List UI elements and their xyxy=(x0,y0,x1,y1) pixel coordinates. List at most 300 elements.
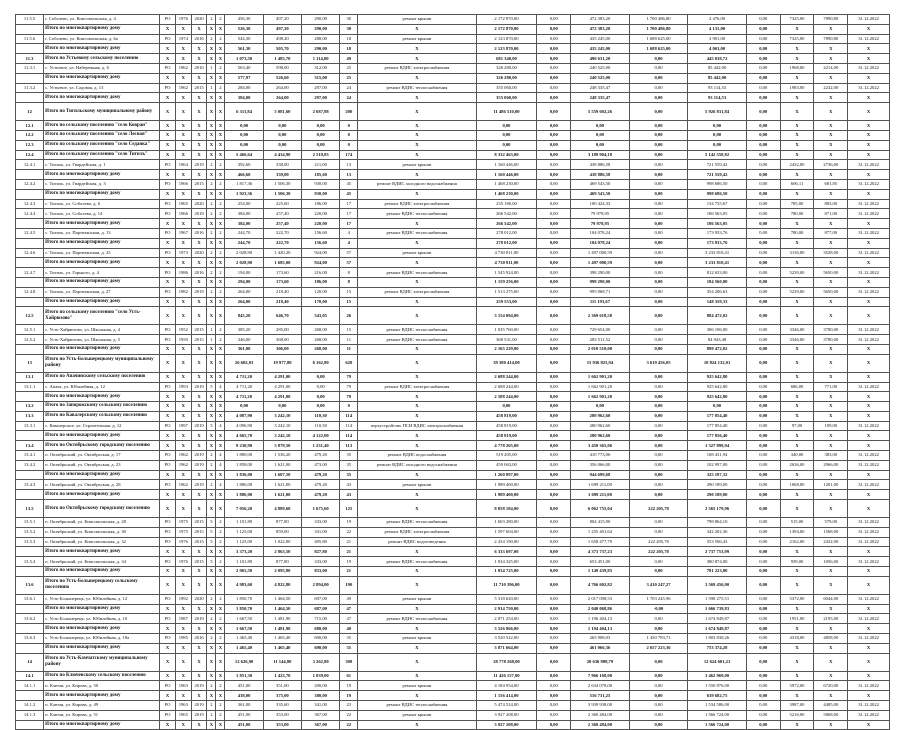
work-type-cell: ремонт крыши xyxy=(358,248,476,258)
work-type-cell: ремонт ВДИС теплоснабжения xyxy=(358,557,476,567)
other-funds-cell: 0,00 xyxy=(746,150,780,160)
limit-cost-cell: X xyxy=(814,54,848,64)
owner-funds-cell: 0,00 xyxy=(688,121,747,131)
municipal-funds-cell: 0,00 xyxy=(629,170,688,180)
nonresidential-area-cell: 290,00 xyxy=(302,15,340,25)
total-area-cell: 264,00 xyxy=(225,287,263,297)
floors-cell: 2 xyxy=(207,451,216,461)
year-built-cell: 1963 xyxy=(175,701,191,711)
total-cost-cell: 2 688 244,00 xyxy=(476,372,537,382)
entrances-cell: X xyxy=(216,547,225,557)
residents-cell: 79 xyxy=(340,372,358,382)
entrances-cell: 4 xyxy=(216,382,225,392)
total-cost-cell: 3 871 664,00 xyxy=(476,643,537,653)
total-cost-cell: 1 159 256,00 xyxy=(476,277,537,287)
wall-material-cell: X xyxy=(160,576,176,594)
federal-funds-cell: 0,00 xyxy=(537,594,571,604)
federal-funds-cell: 0,00 xyxy=(537,258,571,268)
limit-cost-cell: 5650,00 xyxy=(814,268,848,278)
owner-funds-cell: 184 560,00 xyxy=(688,277,747,287)
floors-cell: X xyxy=(207,392,216,402)
residential-area-cell: 218,40 xyxy=(263,297,301,307)
municipal-funds-cell: 0,00 xyxy=(629,470,688,480)
residential-area-cell: 375,00 xyxy=(263,691,301,701)
deadline-cell: X xyxy=(848,431,890,441)
owner-funds-cell: 5 926 831,84 xyxy=(688,103,747,121)
year-built-cell: 1966 xyxy=(175,209,191,219)
limit-cost-cell: 2232,00 xyxy=(814,83,848,93)
work-type-cell: X xyxy=(358,691,476,701)
year-built-cell: X xyxy=(175,624,191,634)
entrances-cell: X xyxy=(216,24,225,34)
deadline-cell: X xyxy=(848,54,890,64)
limit-cost-cell: 7890,80 xyxy=(814,34,848,44)
floors-cell: 2 xyxy=(207,228,216,238)
residential-area-cell: 353,00 xyxy=(263,720,301,730)
regional-funds-cell: 1 699 211,00 xyxy=(571,480,630,490)
wall-material-cell: X xyxy=(160,653,176,671)
municipal-funds-cell: 2 657 223,36 xyxy=(629,643,688,653)
address-cell: Итого по Тигильскому муниципальному району xyxy=(44,103,160,121)
year-built-cell: X xyxy=(175,720,191,730)
wall-material-cell: X xyxy=(160,73,176,83)
owner-funds-cell: 290 189,00 xyxy=(688,480,747,490)
residents-cell: 17 xyxy=(340,199,358,209)
address-cell: Итого по многоквартирному дому xyxy=(44,490,160,500)
nonresidential-area-cell: 827,80 xyxy=(302,547,340,557)
house-row xyxy=(16,451,890,461)
residential-area-cell: 1 621,00 xyxy=(263,480,301,490)
address-cell: Итого по многоквартирному дому xyxy=(44,604,160,614)
year-last-repair-cell: 2020 xyxy=(191,248,207,258)
row-number-cell: 13.4 xyxy=(16,441,44,451)
nonresidential-area-cell: 216,00 xyxy=(302,268,340,278)
year-last-repair-cell: 2015 xyxy=(191,527,207,537)
nonresidential-area-cell: 0,00 xyxy=(302,130,340,140)
residents-cell: 18 xyxy=(340,44,358,54)
other-funds-cell: 0,00 xyxy=(746,54,780,64)
total-cost-cell: 266 542,00 xyxy=(476,209,537,219)
total-cost-cell: 4 730 811,00 xyxy=(476,258,537,268)
entrances-cell: X xyxy=(216,567,225,577)
year-last-repair-cell: 2019 xyxy=(191,480,207,490)
limit-cost-cell: X xyxy=(814,121,848,131)
total-area-cell: 392,60 xyxy=(225,160,263,170)
year-last-repair-cell: X xyxy=(191,372,207,382)
total-area-cell: 1 101,80 xyxy=(225,518,263,528)
year-last-repair-cell: X xyxy=(191,54,207,64)
municipal-funds-cell: 0,00 xyxy=(629,691,688,701)
unit-cost-cell: X xyxy=(780,411,814,421)
wall-material-cell: X xyxy=(160,258,176,268)
row-number-cell xyxy=(16,392,44,402)
year-built-cell: 1965 xyxy=(175,199,191,209)
floors-cell: 2 xyxy=(207,681,216,691)
deadline-cell: X xyxy=(848,441,890,451)
wall-material-cell: X xyxy=(160,103,176,121)
limit-cost-cell: X xyxy=(814,258,848,268)
nonresidential-area-cell: 833,00 xyxy=(302,567,340,577)
limit-cost-cell: X xyxy=(814,624,848,634)
unit-cost-cell: X xyxy=(780,258,814,268)
total-area-cell: 456,30 xyxy=(225,15,263,25)
total-row xyxy=(16,500,890,518)
year-built-cell: X xyxy=(175,54,191,64)
deadline-cell: 31.12.2022 xyxy=(848,594,890,604)
year-built-cell: X xyxy=(175,691,191,701)
residents-cell: 620 xyxy=(340,354,358,372)
limit-cost-cell: 681,85 xyxy=(814,179,848,189)
entrances-cell: X xyxy=(216,121,225,131)
owner-funds-cell: 148 359,33 xyxy=(688,297,747,307)
entrances-cell: 2 xyxy=(216,614,225,624)
federal-funds-cell: 0,00 xyxy=(537,83,571,93)
owner-funds-cell: 85 442,00 xyxy=(688,63,747,73)
year-last-repair-cell: X xyxy=(191,547,207,557)
owner-funds-cell: 753 374,28 xyxy=(688,643,747,653)
house-row xyxy=(16,160,890,170)
nonresidential-area-cell: 1 675,60 xyxy=(302,500,340,518)
limit-cost-cell: 4485,00 xyxy=(814,701,848,711)
federal-funds-cell: 0,00 xyxy=(537,614,571,624)
total-area-cell: 384,00 xyxy=(225,219,263,229)
unit-cost-cell: X xyxy=(780,441,814,451)
work-type-cell: ремонт крыши xyxy=(358,160,476,170)
entrances-cell: X xyxy=(216,604,225,614)
floors-cell: X xyxy=(207,219,216,229)
federal-funds-cell: 0,00 xyxy=(537,297,571,307)
municipal-funds-cell: 0,00 xyxy=(629,228,688,238)
work-type-cell: ремонт ВДИС теплоснабжения xyxy=(358,335,476,345)
regional-funds-cell: 469 543,50 xyxy=(571,189,630,199)
residential-area-cell: 173,60 xyxy=(263,268,301,278)
entrances-cell: X xyxy=(216,307,225,325)
limit-cost-cell: 883,00 xyxy=(814,199,848,209)
work-type-cell: X xyxy=(358,24,476,34)
address-cell: Итого по многоквартирному дому xyxy=(44,170,160,180)
residential-area-cell: 498,20 xyxy=(263,34,301,44)
regional-funds-cell: 2 369 618,58 xyxy=(571,307,630,325)
owner-funds-cell: 1 534 586,00 xyxy=(688,701,747,711)
federal-funds-cell: 0,00 xyxy=(537,73,571,83)
work-type-cell: ремонт крыши xyxy=(358,15,476,25)
year-built-cell: 1973 xyxy=(175,248,191,258)
work-type-cell: X xyxy=(358,392,476,402)
year-last-repair-cell: X xyxy=(191,150,207,160)
total-area-cell: 385,20 xyxy=(225,325,263,335)
owner-funds-cell: 380 874,00 xyxy=(688,557,747,567)
floors-cell: X xyxy=(207,720,216,730)
residential-area-cell: 1 621,00 xyxy=(263,490,301,500)
other-funds-cell: 0,00 xyxy=(746,228,780,238)
municipal-funds-cell: 0,00 xyxy=(629,527,688,537)
total-area-cell: 361,00 xyxy=(225,344,263,354)
other-funds-cell: 0,00 xyxy=(746,307,780,325)
work-type-cell: ремонт ВДИС теплоснабжения xyxy=(358,701,476,711)
entrances-cell: X xyxy=(216,441,225,451)
nonresidential-area-cell: 680,00 xyxy=(302,624,340,634)
row-number-cell: 14.1 xyxy=(16,671,44,681)
residential-area-cell: 353,00 xyxy=(263,710,301,720)
house-row xyxy=(16,382,890,392)
total-area-cell: 451,00 xyxy=(225,681,263,691)
municipal-funds-cell: -0,00 xyxy=(629,604,688,614)
row-number-cell: 11.3 xyxy=(16,54,44,64)
residents-cell: 35 xyxy=(340,634,358,644)
owner-funds-cell: 1 666 739,83 xyxy=(688,604,747,614)
municipal-funds-cell: 222 205,78 xyxy=(629,537,688,547)
entrances-cell: X xyxy=(216,103,225,121)
address-cell: Итого по Октябрьскому городскому поселению xyxy=(44,500,160,518)
federal-funds-cell: 0,00 xyxy=(537,344,571,354)
municipal-funds-cell: 0,00 xyxy=(629,480,688,490)
total-cost-cell: 2 123 870,00 xyxy=(476,44,537,54)
municipal-funds-cell: 1 688 625,00 xyxy=(629,44,688,54)
residential-area-cell: 4 889,60 xyxy=(263,500,301,518)
wall-material-cell: X xyxy=(160,671,176,681)
residents-cell: 308 xyxy=(340,653,358,671)
total-row xyxy=(16,392,890,402)
unit-cost-cell: X xyxy=(780,624,814,634)
owner-funds-cell: 0,00 xyxy=(688,402,747,412)
limit-cost-cell: 1056,00 xyxy=(814,557,848,567)
limit-cost-cell: 2195,00 xyxy=(814,614,848,624)
regional-funds-cell: 111 193,67 xyxy=(571,297,630,307)
federal-funds-cell: 0,00 xyxy=(537,681,571,691)
unit-cost-cell: X xyxy=(780,93,814,103)
year-last-repair-cell: 2015 xyxy=(191,335,207,345)
other-funds-cell: 0,00 xyxy=(746,140,780,150)
deadline-cell: 31.12.2022 xyxy=(848,681,890,691)
deadline-cell: X xyxy=(848,547,890,557)
year-built-cell: X xyxy=(175,567,191,577)
total-cost-cell: 368 531,00 xyxy=(476,335,537,345)
municipal-funds-cell: 0,00 xyxy=(629,140,688,150)
total-row xyxy=(16,170,890,180)
municipal-funds-cell: 0,00 xyxy=(629,268,688,278)
nonresidential-area-cell: 290,00 xyxy=(302,24,340,34)
year-built-cell: 1992 xyxy=(175,594,191,604)
residents-cell: 19 xyxy=(340,681,358,691)
municipal-funds-cell: 0,00 xyxy=(629,258,688,268)
wall-material-cell: РО xyxy=(160,527,176,537)
row-number-cell xyxy=(16,170,44,180)
unit-cost-cell: X xyxy=(780,720,814,730)
total-row xyxy=(16,277,890,287)
address-cell: с. Кавалерское, ул. Строительная, д. 12 xyxy=(44,421,160,431)
limit-cost-cell: X xyxy=(814,130,848,140)
work-type-cell: ремонт крыши xyxy=(358,480,476,490)
unit-cost-cell: 939,00 xyxy=(780,557,814,567)
total-cost-cell: 11 710 396,00 xyxy=(476,576,537,594)
owner-funds-cell: 108 431,94 xyxy=(688,451,747,461)
limit-cost-cell: 871,00 xyxy=(814,209,848,219)
house-row xyxy=(16,83,890,93)
residential-area-cell: 368,00 xyxy=(263,335,301,345)
address-cell: Итого по многоквартирному дому xyxy=(44,73,160,83)
address-cell: Итого по сельскому поселению "село Ковран" xyxy=(44,121,160,131)
address-cell: Итого по многоквартирному дому xyxy=(44,720,160,730)
work-type-cell: X xyxy=(358,344,476,354)
floors-cell: X xyxy=(207,344,216,354)
residential-area-cell: 257,40 xyxy=(263,209,301,219)
municipal-funds-cell: 0,00 xyxy=(629,160,688,170)
work-type-cell: X xyxy=(358,441,476,451)
limit-cost-cell: X xyxy=(814,402,848,412)
wall-material-cell: РО xyxy=(160,451,176,461)
residents-cell: 22 xyxy=(340,710,358,720)
year-last-repair-cell: X xyxy=(191,431,207,441)
federal-funds-cell: 0,00 xyxy=(537,653,571,671)
nonresidential-area-cell: 200,00 xyxy=(302,681,340,691)
floors-cell: X xyxy=(207,411,216,421)
regional-funds-cell: 1 194 404,13 xyxy=(571,624,630,634)
residential-area-cell: 222,70 xyxy=(263,228,301,238)
nonresidential-area-cell: 690,00 xyxy=(302,643,340,653)
wall-material-cell: РО xyxy=(160,209,176,219)
address-cell: Итого по сельскому поселению "село Тигиль" xyxy=(44,150,160,160)
address-cell: Итого по многоквартирному дому xyxy=(44,392,160,402)
federal-funds-cell: 0,00 xyxy=(537,54,571,64)
unit-cost-cell: 3346,00 xyxy=(780,325,814,335)
address-cell: п. Октябрьский, ул. Октябрьская, д. 28 xyxy=(44,480,160,490)
unit-cost-cell: X xyxy=(780,219,814,229)
limit-cost-cell: 2966,00 xyxy=(814,460,848,470)
residents-cell: 26 xyxy=(340,307,358,325)
floors-cell: X xyxy=(207,624,216,634)
total-area-cell: 9 230,90 xyxy=(225,441,263,451)
unit-cost-cell: 785,00 xyxy=(780,199,814,209)
regional-funds-cell: 2 010 510,00 xyxy=(571,344,630,354)
floors-cell: X xyxy=(207,354,216,372)
total-row xyxy=(16,103,890,121)
row-number-cell: 14.1.2 xyxy=(16,701,44,711)
federal-funds-cell: 0,00 xyxy=(537,150,571,160)
work-type-cell: ремонт крыши xyxy=(358,681,476,691)
municipal-funds-cell: 0,00 xyxy=(629,653,688,671)
owner-funds-cell: 798 864,10 xyxy=(688,518,747,528)
entrances-cell: X xyxy=(216,150,225,160)
floors-cell: X xyxy=(207,258,216,268)
floors-cell: X xyxy=(207,441,216,451)
residents-cell: 35 xyxy=(340,470,358,480)
total-cost-cell: 1 597 604,00 xyxy=(476,527,537,537)
address-cell: Итого по многоквартирному дому xyxy=(44,470,160,480)
deadline-cell: X xyxy=(848,653,890,671)
municipal-funds-cell: 0,00 xyxy=(629,451,688,461)
federal-funds-cell: 0,00 xyxy=(537,411,571,421)
year-built-cell: 1976 xyxy=(175,557,191,567)
wall-material-cell: X xyxy=(160,44,176,54)
total-row xyxy=(16,121,890,131)
work-type-cell: ремонт ВДИС теплоснабжения xyxy=(358,325,476,335)
deadline-cell: X xyxy=(848,490,890,500)
year-built-cell: 1976 xyxy=(175,537,191,547)
nonresidential-area-cell: 2 510,83 xyxy=(302,150,340,160)
total-area-cell: 284,00 xyxy=(225,83,263,93)
total-row xyxy=(16,372,890,382)
total-area-cell: 1 667,50 xyxy=(225,614,263,624)
municipal-funds-cell: 0,00 xyxy=(629,189,688,199)
house-row xyxy=(16,480,890,490)
address-cell: п. Октябрьский, ул. Комсомольская, д. 32 xyxy=(44,537,160,547)
unit-cost-cell: X xyxy=(780,653,814,671)
deadline-cell: X xyxy=(848,277,890,287)
year-last-repair-cell: 2015 xyxy=(191,537,207,547)
federal-funds-cell: 0,00 xyxy=(537,24,571,34)
owner-funds-cell: 342 202,36 xyxy=(688,527,747,537)
entrances-cell: 2 xyxy=(216,248,225,258)
regional-funds-cell: 248 335,47 xyxy=(571,93,630,103)
federal-funds-cell: 0,00 xyxy=(537,671,571,681)
year-last-repair-cell: X xyxy=(191,490,207,500)
house-row xyxy=(16,34,890,44)
residents-cell: 49 xyxy=(340,594,358,604)
residential-area-cell: 497,20 xyxy=(263,15,301,25)
deadline-cell: 31.12.2022 xyxy=(848,160,890,170)
nonresidential-area-cell: 211,00 xyxy=(302,160,340,170)
municipal-funds-cell: 0,00 xyxy=(629,710,688,720)
work-type-cell: X xyxy=(358,219,476,229)
residents-cell: 0 xyxy=(340,140,358,150)
address-cell: с. Устьевое, ул. Набережная, д. 6 xyxy=(44,63,160,73)
address-cell: с. Апача, ул. Юбилейная, д. 12 xyxy=(44,382,160,392)
regional-funds-cell: 3 189 904,18 xyxy=(571,150,630,160)
row-number-cell: 13.5.3 xyxy=(16,537,44,547)
regional-funds-cell: 6 062 755,04 xyxy=(571,500,630,518)
house-row xyxy=(16,421,890,431)
address-cell: п. Октябрьский, ул. Комсомольская, д. 30 xyxy=(44,527,160,537)
floors-cell: X xyxy=(207,431,216,441)
other-funds-cell: 0,00 xyxy=(746,441,780,451)
other-funds-cell: 0,00 xyxy=(746,83,780,93)
residents-cell: 45 xyxy=(340,179,358,189)
federal-funds-cell: 0,00 xyxy=(537,470,571,480)
unit-cost-cell: X xyxy=(780,54,814,64)
entrances-cell: 2 xyxy=(216,518,225,528)
wall-material-cell: РО xyxy=(160,83,176,93)
owner-funds-cell: 12 624 601,21 xyxy=(688,653,747,671)
floors-cell: 2 xyxy=(207,710,216,720)
federal-funds-cell: 0,00 xyxy=(537,527,571,537)
wall-material-cell: X xyxy=(160,720,176,730)
nonresidential-area-cell: 315,00 xyxy=(302,73,340,83)
limit-cost-cell: 7890,80 xyxy=(814,15,848,25)
address-cell: п. Октябрьский, ул. Октябрьская, д. 23 xyxy=(44,460,160,470)
deadline-cell: X xyxy=(848,691,890,701)
owner-funds-cell: 3 233 810,41 xyxy=(688,248,747,258)
regional-funds-cell: 5 559 602,26 xyxy=(571,103,630,121)
municipal-funds-cell: 0,00 xyxy=(629,614,688,624)
other-funds-cell: 0,00 xyxy=(746,179,780,189)
residential-area-cell: 173,60 xyxy=(263,277,301,287)
work-type-cell: X xyxy=(358,567,476,577)
work-type-cell: ремонт ВДИС теплоснабжения xyxy=(358,209,476,219)
regional-funds-cell: 283 511,52 xyxy=(571,335,630,345)
floors-cell: X xyxy=(207,470,216,480)
other-funds-cell: 0,00 xyxy=(746,121,780,131)
federal-funds-cell: 0,00 xyxy=(537,460,571,470)
municipal-funds-cell: 0,00 xyxy=(629,287,688,297)
owner-funds-cell: 186 563,05 xyxy=(688,209,747,219)
regional-funds-cell: 398 290,00 xyxy=(571,268,630,278)
residents-cell: 11 xyxy=(340,335,358,345)
owner-funds-cell: 3 462 969,00 xyxy=(688,671,747,681)
limit-cost-cell: X xyxy=(814,720,848,730)
other-funds-cell: 0,00 xyxy=(746,490,780,500)
municipal-funds-cell: 0,00 xyxy=(629,325,688,335)
entrances-cell: X xyxy=(216,354,225,372)
